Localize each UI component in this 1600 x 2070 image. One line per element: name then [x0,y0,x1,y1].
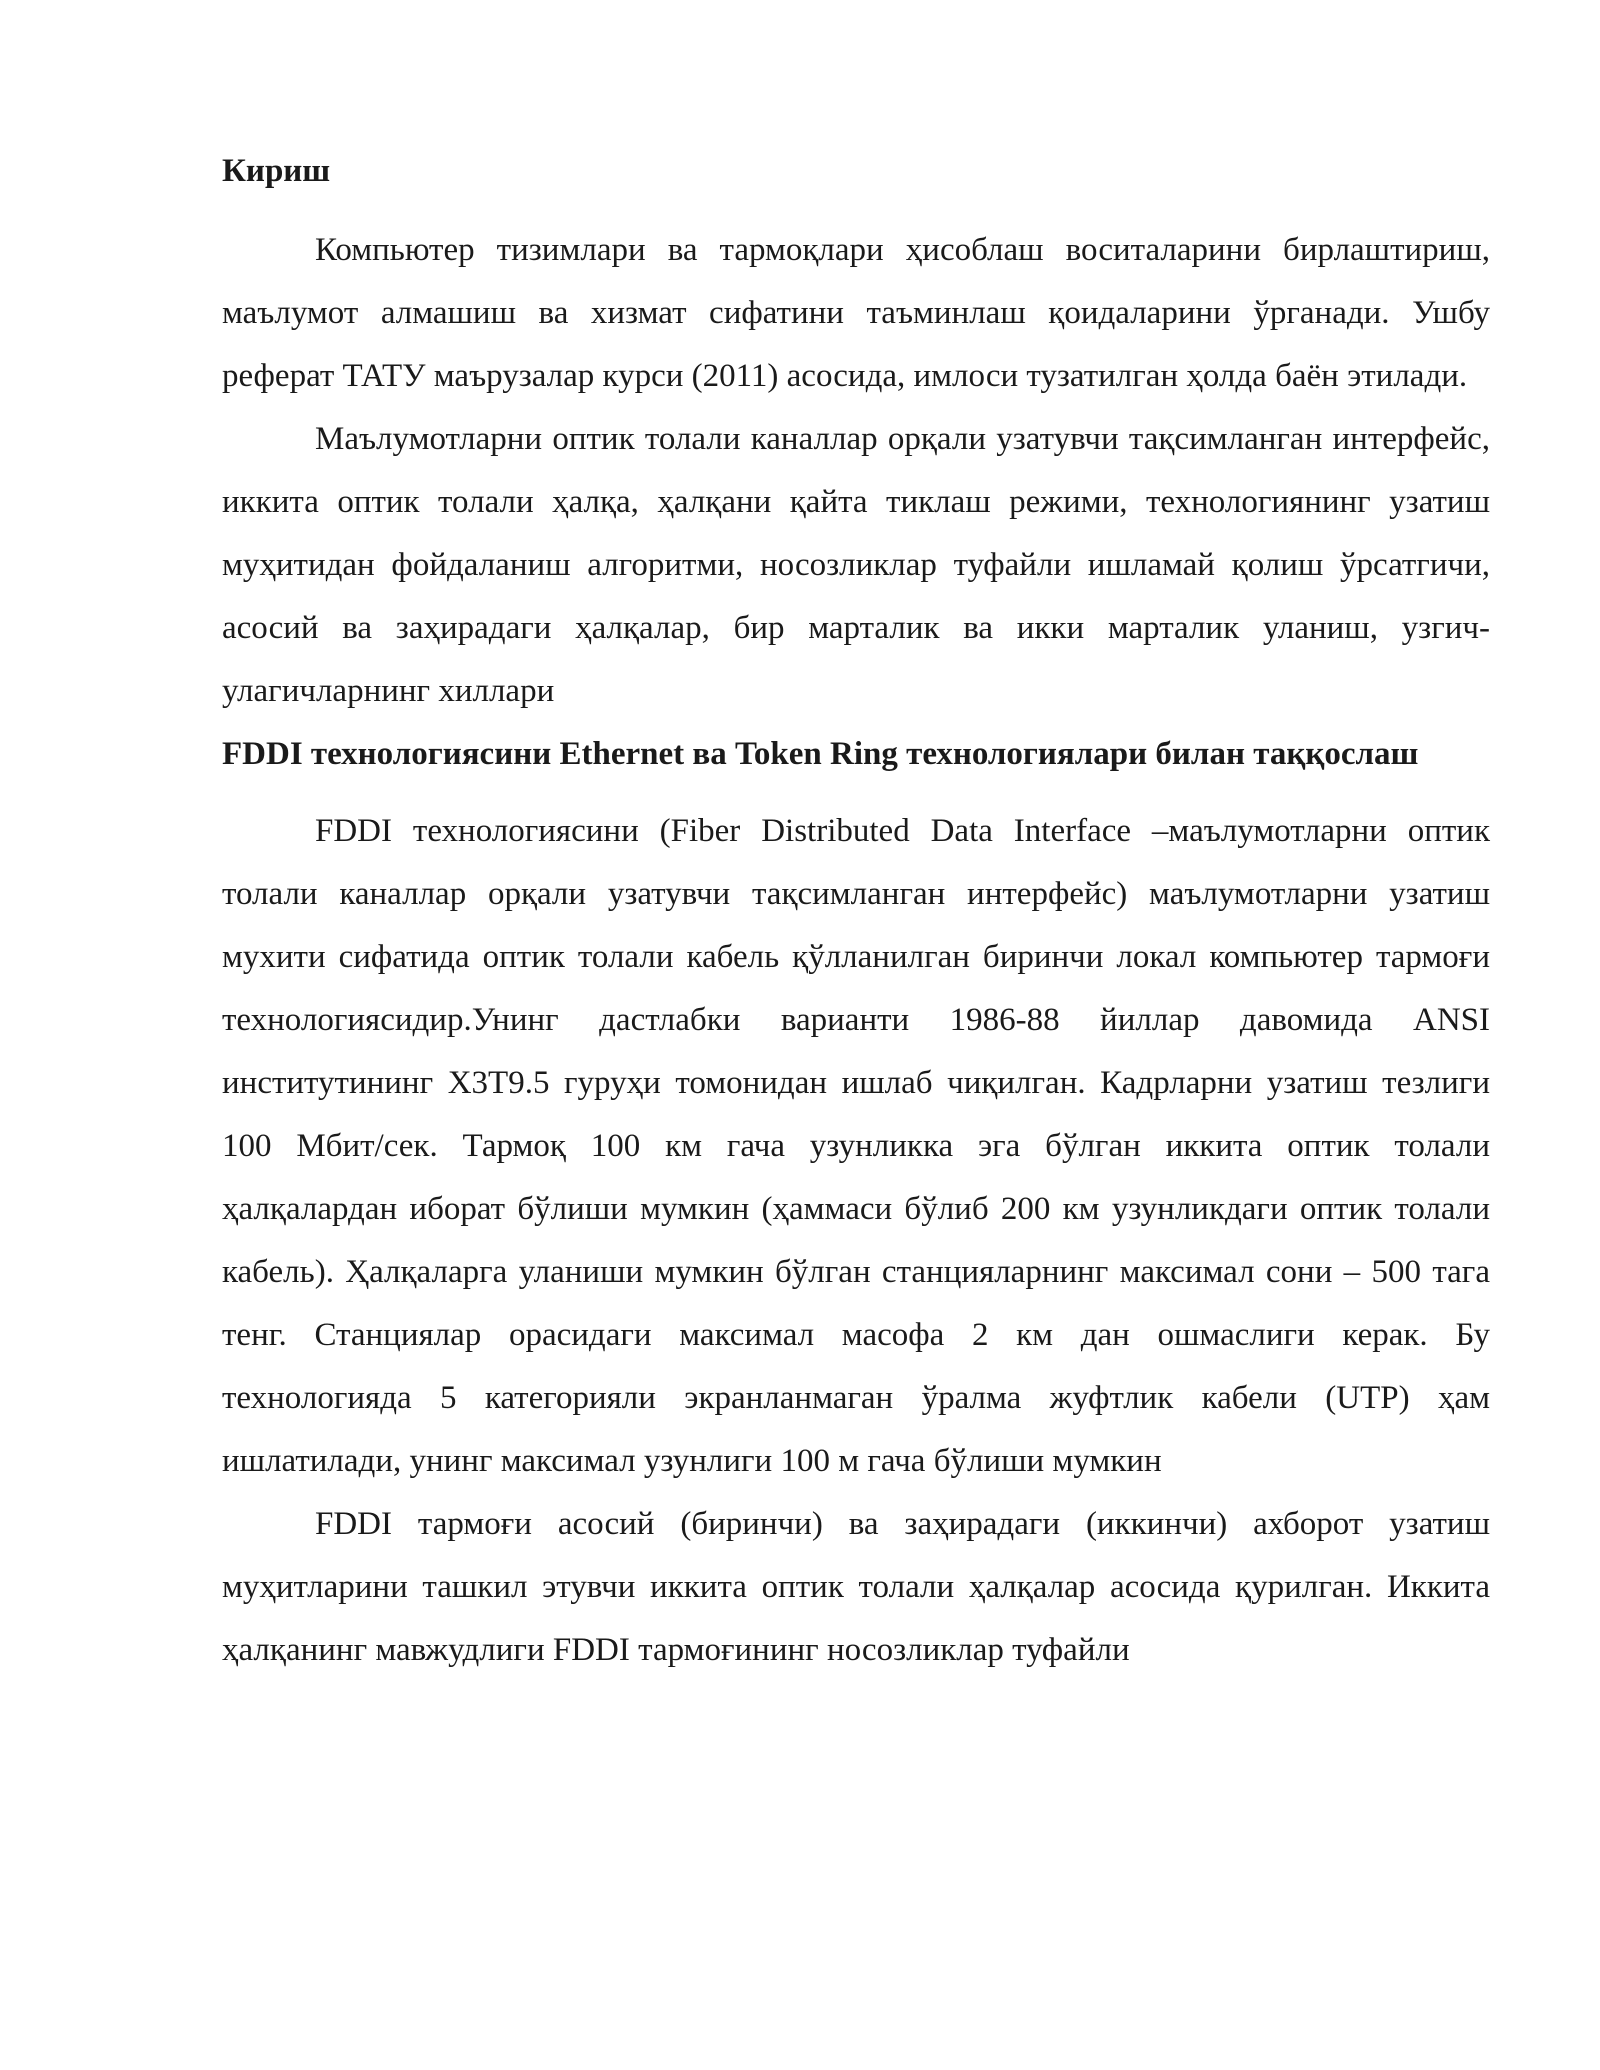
document-page [222,140,1490,1682]
paragraph-fddi-1: FDDI технологиясини (Fiber Distributed Data Interface –маълумотларни оптик толали каналлар орқали узатувчи тақсимланган интерфейс) маълумотларни узатиш мухити сифатида оптик толали кабель қўлланилган биринчи локал компьютер тармоғи технологиясидир.Унинг дастлабки варианти 1986-88 йиллар давомида ANSI институтининг X3T9.5 гуруҳи томонидан ишлаб чиқилган. Кадрларни узатиш тезлиги 100 Мбит/сек. Тармоқ 100 км гача узунликка эга бўлган иккита оптик толали ҳалқалардан иборат бўлиши мумкин (ҳаммаси бўлиб 200 км узунликдаги оптик толали кабель). Ҳалқаларга уланиши мумкин бўлган станцияларнинг максимал сони – 500 тага тенг. Станциялар орасидаги максимал масофа 2 км дан ошмаслиги керак. Бу технологияда 5 категорияли экранланмаган ўралма жуфтлик кабели (UTP) ҳам ишлатилади, унинг максимал узунлиги 100 м гача бўлиши мумкин [222,813,1490,1479]
heading-introduction: Кириш [222,153,331,189]
paragraph-intro-2: Маълумотларни оптик толали каналлар орқали узатувчи тақсимланган интерфейс, иккита оптик толали ҳалқа, ҳалқани қайта тиклаш режими, технологиянинг узатиш муҳитидан фойдаланиш алгоритми, носозликлар туфайли ишламай қолиш ўрсатгичи, асосий ва заҳирадаги ҳалқалар, бир марталик ва икки марталик уланиш, узгич-улагичларнинг хиллари [222,421,1490,709]
paragraph-intro-1: Компьютер тизимлари ва тармоқлари ҳисоблаш воситаларини бирлаштириш, маълумот алмашиш ва хизмат сифатини таъминлаш қоидаларини ўрганади. Ушбу реферат ТАТУ маърузалар курси (2011) асосида, имлоси тузатилган ҳолда баён этилади. [222,232,1490,394]
heading-fddi-comparison: FDDI технологиясини Ethernet ва Token Ring технологиялари билан таққослаш [222,736,1419,772]
paragraph-fddi-2: FDDI тармоғи асосий (биринчи) ва заҳирадаги (иккинчи) ахборот узатиш муҳитларини ташкил этувчи иккита оптик толали ҳалқалар асосида қурилган. Иккита ҳалқанинг мавжудлиги FDDI тармоғининг носозликлар туфайли [222,1506,1490,1668]
